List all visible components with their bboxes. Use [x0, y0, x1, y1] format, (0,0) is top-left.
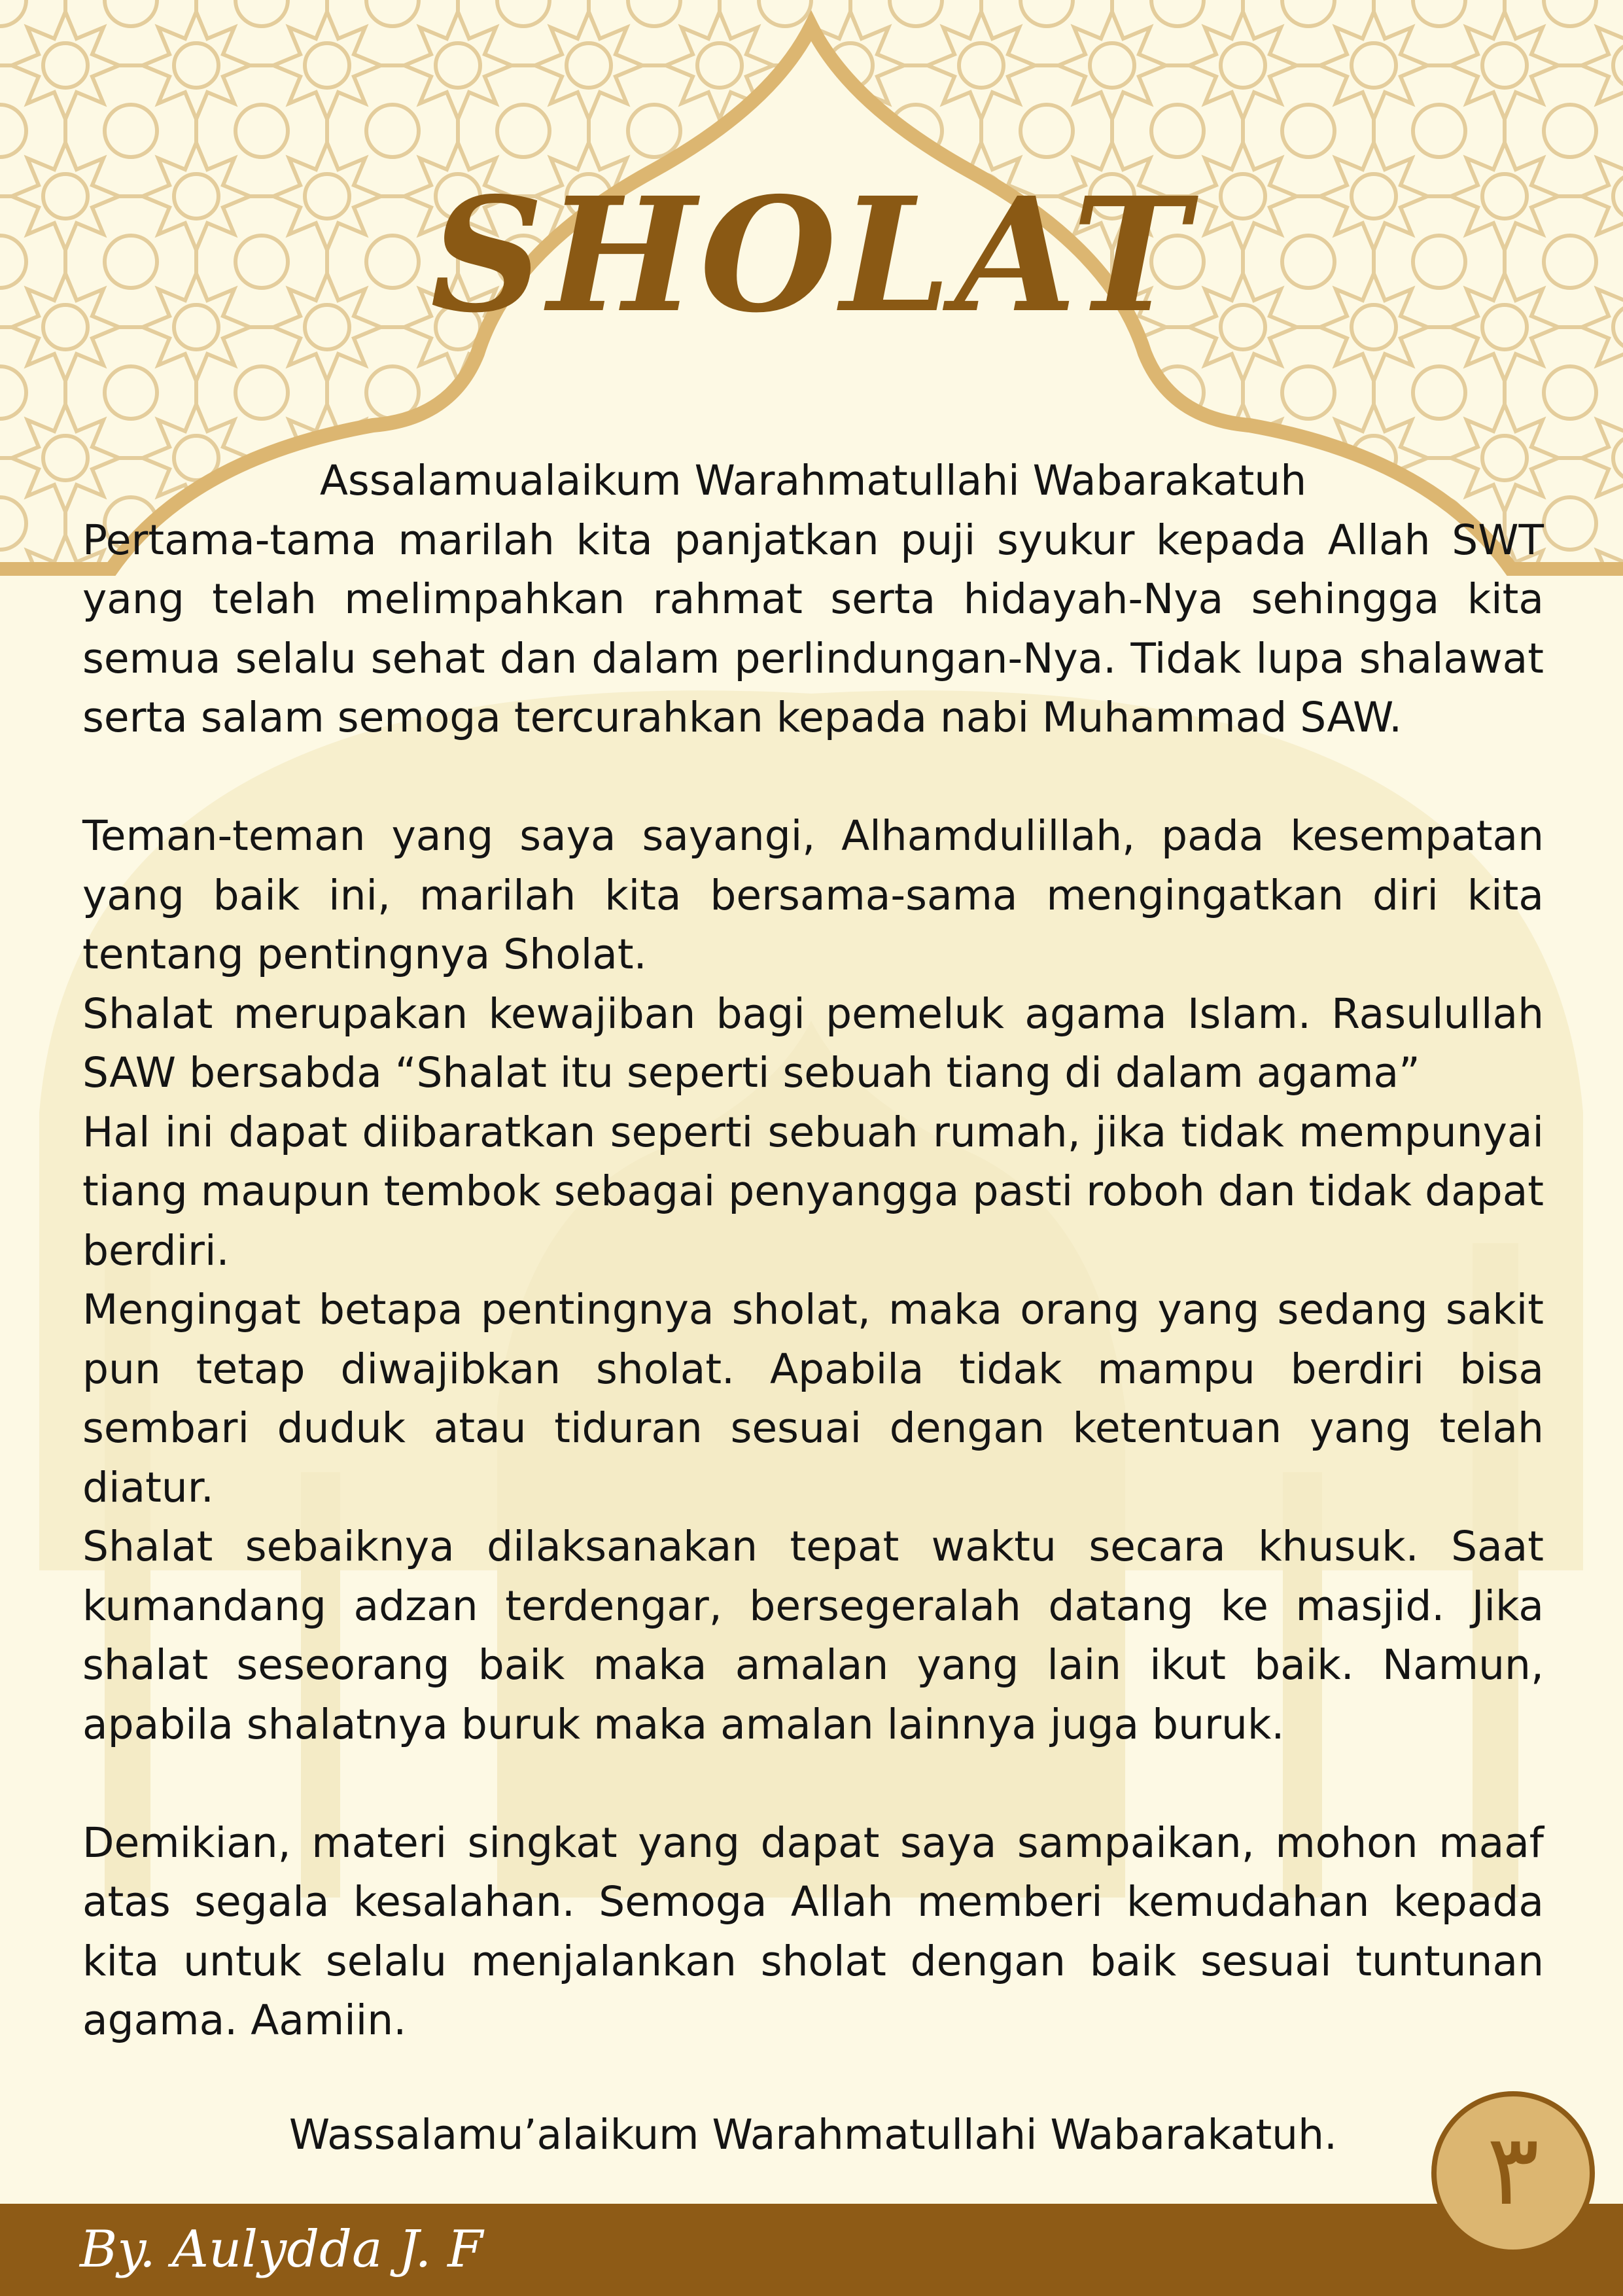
paragraph-on-time: Shalat sebaiknya dilaksanakan tepat waktu secara khusuk. Saat kumandang adzan terdengar, bersegeralah datang ke masjid. Jika shalat seseorang baik maka amalan yang lain ikut baik. Namun, apabila shalatnya buruk maka amalan lainnya juga buruk. — [82, 1523, 1544, 1748]
paragraph-sick: Mengingat betapa pentingnya sholat, maka orang yang sedang sakit pun tetap diwajibkan sholat. Apabila tidak mampu berdiri bisa sembari duduk atau tiduran sesuai dengan ketentuan yang telah diatur. — [82, 1286, 1544, 1511]
body-text — [82, 511, 1544, 2051]
opening-greeting: Assalamualaikum Warahmatullahi Wabarakatuh — [319, 457, 1307, 504]
paragraph-obligation: Shalat merupakan kewajiban bagi pemeluk agama Islam. Rasulullah SAW bersabda “Shalat itu seperti sebuah tiang di dalam agama” — [82, 989, 1544, 1097]
closing-greeting: Wassalamu’alaikum Warahmatullahi Wabarakatuh. — [288, 2111, 1338, 2159]
paragraph-intro: Pertama-tama marilah kita panjatkan puji syukur kepada Allah SWT yang telah melimpahkan rahmat serta hidayah-Nya sehingga kita semua selalu sehat dan dalam perlindungan-Nya. Tidak lupa shalawat serta salam semoga tercurahkan kepada nabi Muhammad SAW. — [82, 516, 1544, 741]
author-credit: By. Aulydda J. F — [80, 2220, 483, 2279]
paragraph-analogy: Hal ini dapat diibaratkan seperti sebuah rumah, jika tidak mempunyai tiang maupun tembok sebagai penyangga pasti roboh dan tidak dapat berdiri. — [82, 1108, 1544, 1275]
page-title: SHOLAT — [430, 163, 1193, 347]
paragraph-importance: Teman-teman yang saya sayangi, Alhamdulillah, pada kesempatan yang baik ini, marilah kita bersama-sama mengingatkan diri kita tentang pentingnya Sholat. — [82, 812, 1544, 978]
paragraph-closing: Demikian, materi singkat yang dapat saya sampaikan, mohon maaf atas segala kesalahan. Semoga Allah memberi kemudahan kepada kita untuk selalu menjalankan sholat dengan baik sesuai tuntunan agama. Aamiin. — [82, 1818, 1544, 2044]
page-number-badge: ٣ — [1431, 2091, 1595, 2255]
